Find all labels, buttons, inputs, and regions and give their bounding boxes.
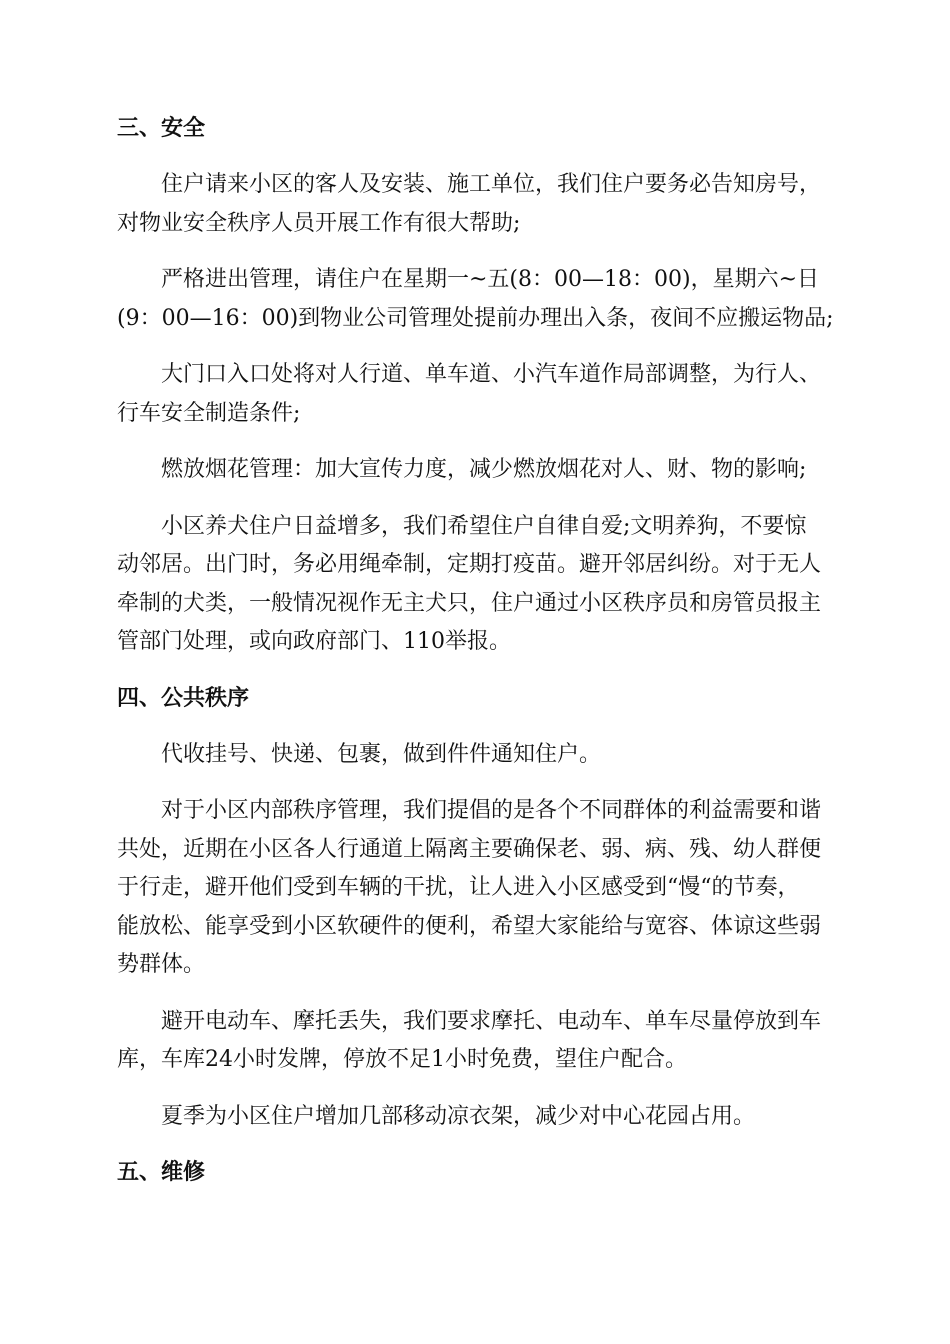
- paragraph-line: 动邻居。出门时，务必用绳牵制，定期打疫苗。避开邻居纠纷。对于无人: [117, 552, 822, 577]
- paragraph-line: 代收挂号、快递、包裹，做到件件通知住户。: [161, 741, 602, 767]
- section-heading: 五、维修: [117, 1160, 206, 1185]
- paragraph-line: 共处，近期在小区各人行通道上隔离主要确保老、弱、病、残、幼人群便: [117, 836, 822, 862]
- paragraph: [117, 356, 833, 433]
- paragraph-line: 住户请来小区的客人及安装、施工单位，我们住户要务必告知房号，: [161, 172, 822, 197]
- document-body: [117, 110, 833, 1210]
- paragraph-line: 于行走，避开他们受到车辆的干扰，让人进入小区感受到“慢“的节奏，: [117, 875, 800, 900]
- section-heading: 四、公共秩序: [117, 685, 250, 711]
- paragraph-line: 对物业安全秩序人员开展工作有很大帮助;: [117, 210, 521, 236]
- paragraph-line: 库，车库24小时发牌，停放不足1小时免费，望住户配合。: [117, 1047, 687, 1072]
- paragraph-line: (9：00—16：00)到物业公司管理处提前办理出入条，夜间不应搬运物品;: [117, 305, 834, 331]
- paragraph: [117, 1098, 833, 1137]
- paragraph: [117, 792, 833, 985]
- paragraph-line: 小区养犬住户日益增多，我们希望住户自律自爱;文明养狗，不要惊: [161, 513, 807, 539]
- paragraph-line: 夏季为小区住户增加几部移动凉衣架，减少对中心花园占用。: [161, 1103, 756, 1129]
- paragraph: [117, 451, 833, 490]
- paragraph-line: 燃放烟花管理：加大宣传力度，减少燃放烟花对人、财、物的影响;: [161, 457, 807, 482]
- paragraph-line: 能放松、能享受到小区软硬件的便利，希望大家能给与宽容、体谅这些弱: [117, 913, 822, 939]
- section-heading: 三、安全: [117, 116, 206, 141]
- paragraph-line: 势群体。: [117, 952, 206, 977]
- paragraph-line: 牵制的犬类，一般情况视作无主犬只，住户通过小区秩序员和房管员报主: [117, 590, 822, 616]
- paragraph-line: 行车安全制造条件;: [117, 400, 301, 426]
- paragraph-line: 严格进出管理，请住户在星期一~五(8：00—18：00)，星期六~日: [161, 267, 820, 292]
- paragraph-line: 对于小区内部秩序管理，我们提倡的是各个不同群体的利益需要和谐: [161, 798, 822, 823]
- paragraph: [117, 736, 833, 775]
- paragraph-line: 避开电动车、摩托丢失，我们要求摩托、电动车、单车尽量停放到车: [161, 1008, 822, 1034]
- paragraph: [117, 508, 833, 662]
- paragraph: [117, 261, 833, 338]
- paragraph-line: 大门口入口处将对人行道、单车道、小汽车道作局部调整，为行人、: [161, 362, 822, 387]
- paragraph: [117, 166, 833, 243]
- paragraph-line: 管部门处理，或向政府部门、110举报。: [117, 629, 511, 654]
- paragraph: [117, 1003, 833, 1080]
